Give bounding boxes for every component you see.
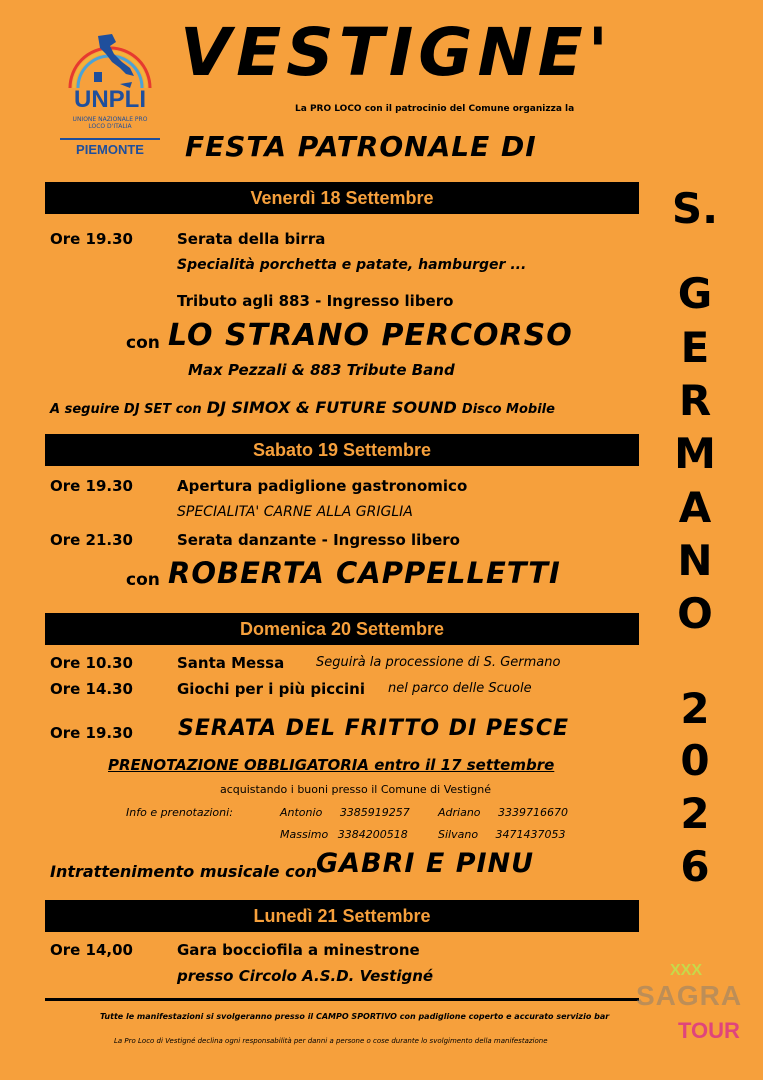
- event: Gara bocciofila a minestrone: [177, 941, 420, 959]
- booking-required: PRENOTAZIONE OBBLIGATORIA entro il 17 settembre: [108, 756, 555, 774]
- contact-name: Silvano: [438, 828, 479, 841]
- watermark-top: XXX: [670, 962, 703, 979]
- con-label: con: [126, 333, 160, 353]
- band-name: LO STRANO PERCORSO: [168, 318, 573, 353]
- artist-name: ROBERTA CAPPELLETTI: [168, 556, 561, 590]
- saint-letter: G: [677, 269, 713, 318]
- time: Ore 19.30: [50, 477, 133, 495]
- event: Santa Messa: [177, 654, 285, 672]
- contact-phone: 3471437053: [495, 828, 566, 841]
- page-title: VESTIGNE': [180, 14, 613, 91]
- saint-letter: N: [677, 536, 713, 585]
- contact: [280, 828, 408, 841]
- footer-disclaimer: La Pro Loco di Vestigné declina ogni responsabilità per danni a persone o cose durante lo svolgimento della manifestazione: [114, 1037, 548, 1045]
- saint-letter: R: [678, 376, 712, 425]
- time: Ore 19.30: [50, 230, 133, 248]
- logo-region: PIEMONTE: [60, 138, 160, 157]
- saint-letter: 6: [680, 842, 710, 891]
- event-note: Specialità porchetta e patate, hamburger ...: [177, 257, 527, 273]
- saint-letter: A: [678, 483, 712, 532]
- contact-name: Adriano: [438, 806, 481, 819]
- contact-phone: 3385919257: [339, 806, 410, 819]
- saint-letter: 2: [680, 684, 710, 733]
- saint-letter: M: [674, 429, 716, 478]
- fish-night-title: SERATA DEL FRITTO DI PESCE: [178, 716, 569, 741]
- time: Ore 21.30: [50, 531, 133, 549]
- dj-outro: Disco Mobile: [461, 402, 555, 417]
- festa-title: FESTA PATRONALE DI: [185, 130, 537, 163]
- logo-name: UNPLI: [74, 86, 146, 113]
- saint-letter: O: [677, 589, 713, 638]
- dj-name: DJ SIMOX & FUTURE SOUND: [206, 398, 457, 417]
- sagra-tour-watermark: [632, 962, 750, 1052]
- organizer-line: La PRO LOCO con il patrocinio del Comune organizza la: [295, 104, 575, 114]
- event: Giochi per i più piccini: [177, 680, 365, 698]
- logo-subtitle: UNIONE NAZIONALE PRO LOCO D'ITALIA: [72, 116, 148, 130]
- event: Serata della birra: [177, 230, 326, 248]
- day-header-sunday: Domenica 20 Settembre: [45, 613, 639, 645]
- footer-divider: [45, 998, 639, 1001]
- contact-name: Antonio: [280, 806, 323, 819]
- event-note: nel parco delle Scuole: [388, 681, 532, 696]
- saint-letter: 2: [680, 789, 710, 838]
- italy-map-icon: [60, 28, 160, 92]
- event-note: Seguirà la processione di S. Germano: [316, 655, 561, 670]
- booking-note: acquistando i buoni presso il Comune di Vestigné: [220, 783, 491, 796]
- saint-letter: 0: [680, 736, 710, 785]
- contact-phone: 3384200518: [337, 828, 408, 841]
- watermark-bottom: TOUR: [678, 1018, 740, 1043]
- contact-phone: 3339716670: [498, 806, 569, 819]
- contact: [280, 806, 410, 819]
- saint-letter: E: [680, 323, 710, 372]
- contact: [438, 806, 568, 819]
- day-header-monday: Lunedì 21 Settembre: [45, 900, 639, 932]
- event-note: SPECIALITA' CARNE ALLA GRIGLIA: [177, 504, 413, 520]
- band-subtitle: Max Pezzali & 883 Tribute Band: [188, 361, 455, 379]
- contact-name: Massimo: [280, 828, 329, 841]
- music-intro: Intrattenimento musicale con: [50, 862, 317, 881]
- day-header-friday: Venerdì 18 Settembre: [45, 182, 639, 214]
- saint-letter: S.: [671, 184, 719, 233]
- time: Ore 19.30: [50, 724, 133, 742]
- unpli-logo: [60, 28, 160, 156]
- day-header-saturday: Sabato 19 Settembre: [45, 434, 639, 466]
- footer-venue: Tutte le manifestazioni si svolgeranno presso il CAMPO SPORTIVO con padiglione coperto e accurato servizio bar: [100, 1012, 610, 1021]
- time: Ore 14,00: [50, 941, 133, 959]
- time: Ore 10.30: [50, 654, 133, 672]
- event: Serata danzante - Ingresso libero: [177, 531, 460, 549]
- con-label: con: [126, 570, 160, 590]
- watermark-mid: SAGRA: [636, 980, 743, 1011]
- music-artist: GABRI E PINU: [316, 848, 535, 879]
- time: Ore 14.30: [50, 680, 133, 698]
- dj-line: [50, 398, 555, 417]
- event-note: presso Circolo A.S.D. Vestigné: [177, 967, 434, 985]
- dj-intro: A seguire DJ SET con: [50, 402, 202, 417]
- info-label: Info e prenotazioni:: [126, 806, 233, 819]
- event: Apertura padiglione gastronomico: [177, 477, 468, 495]
- event: Tributo agli 883 - Ingresso libero: [177, 292, 454, 310]
- contact: [438, 828, 566, 841]
